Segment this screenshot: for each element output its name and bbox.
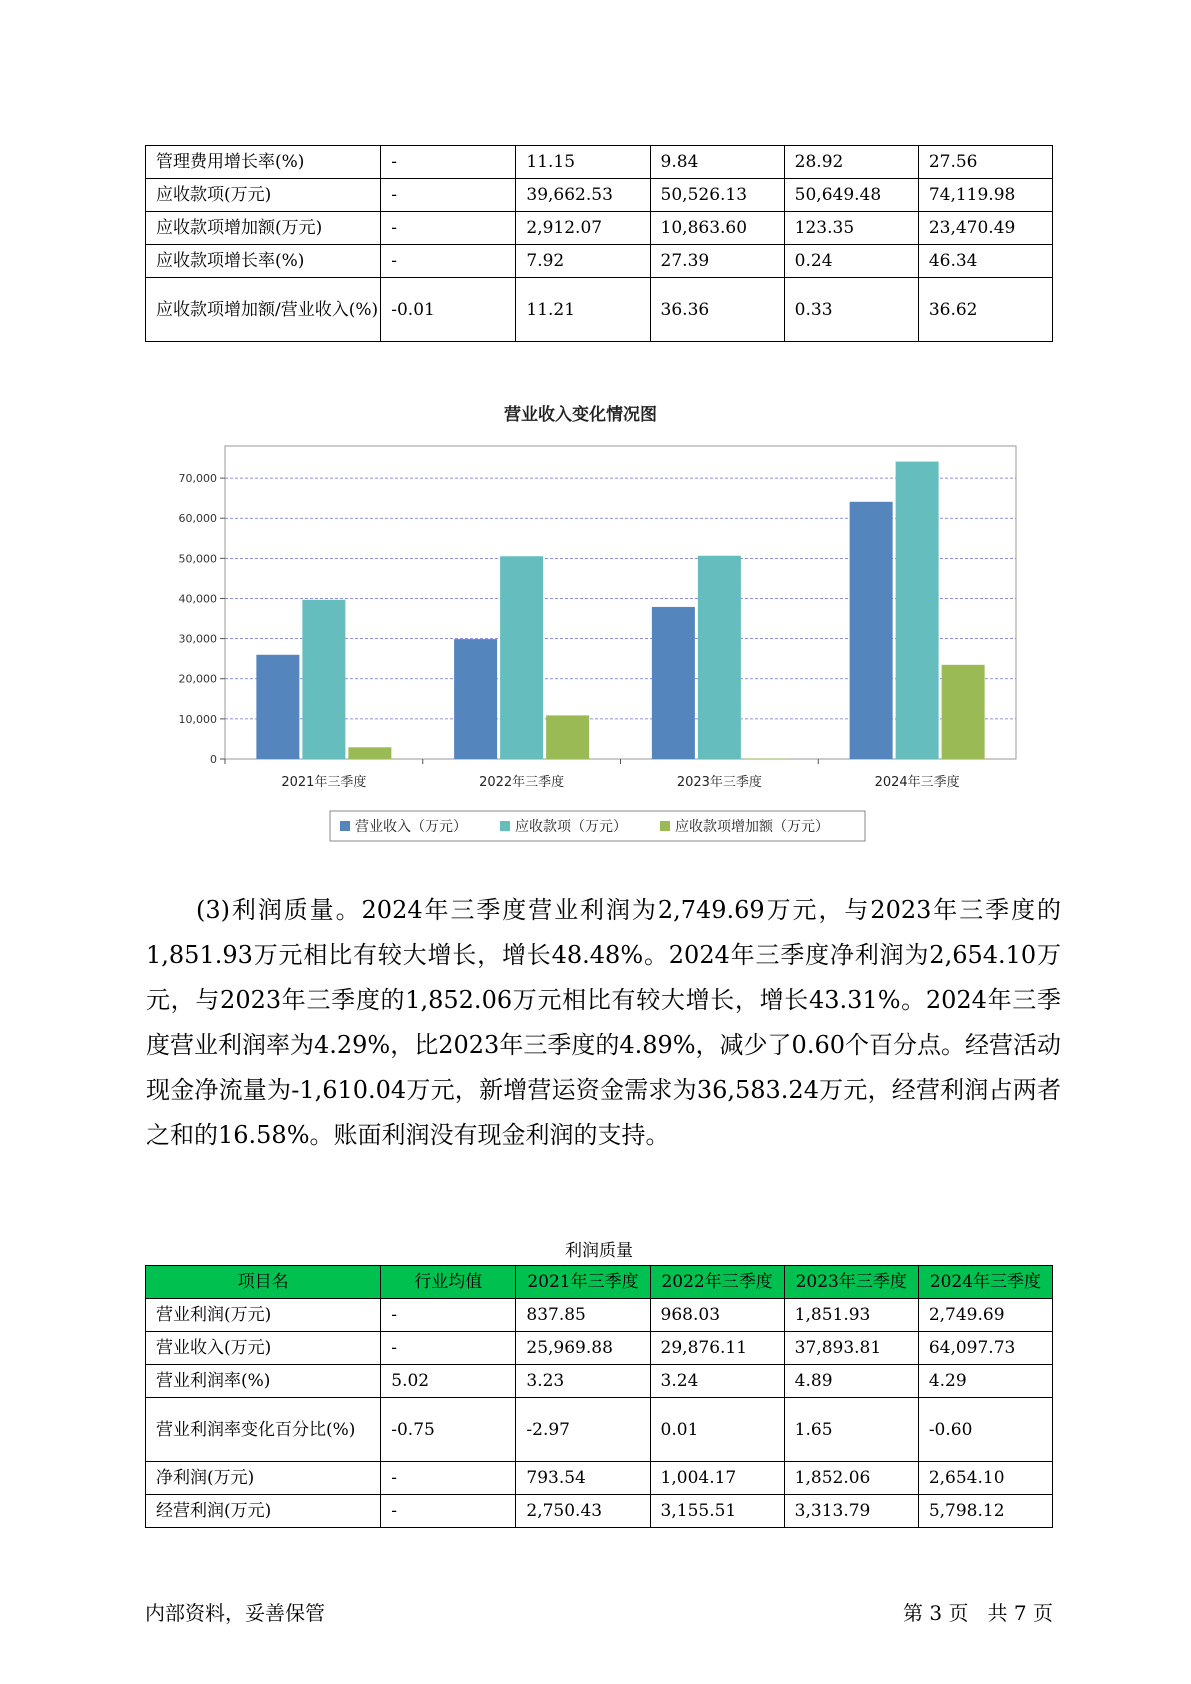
bar: [850, 502, 893, 759]
cell: 27.56: [918, 146, 1052, 179]
table-row: [146, 146, 1053, 179]
y-tick-label: 30,000: [178, 632, 217, 646]
cell: 36.62: [918, 278, 1052, 342]
y-tick-label: 60,000: [178, 512, 217, 526]
cell: 123.35: [784, 212, 918, 245]
table-row: [146, 179, 1053, 212]
expense-receivables-table: [145, 145, 1053, 342]
cell: 837.85: [516, 1299, 650, 1332]
table-row: [146, 1462, 1053, 1495]
profit-quality-table: [145, 1265, 1053, 1528]
table-row: [146, 1495, 1053, 1528]
column-header: 项目名: [146, 1266, 381, 1299]
cell: 7.92: [516, 245, 650, 278]
y-tick-label: 0: [210, 753, 217, 766]
cell: 25,969.88: [516, 1332, 650, 1365]
bar: [302, 600, 345, 759]
bar: [652, 607, 695, 759]
cell: 2,749.69: [918, 1299, 1052, 1332]
table-row: [146, 1365, 1053, 1398]
y-tick-label: 40,000: [178, 592, 217, 606]
column-header: 2021年三季度: [516, 1266, 650, 1299]
cell: 793.54: [516, 1462, 650, 1495]
legend-swatch: [340, 821, 350, 831]
cell: 5,798.12: [918, 1495, 1052, 1528]
table-row: [146, 278, 1053, 342]
profit-quality-paragraph: (3)利润质量。2024年三季度营业利润为2,749.69万元，与2023年三季度的1,851.93万元相比有较大增长，增长48.48%。2024年三季度净利润为2,654.10万元，与2023年三季度的1,852.06万元相比有较大增长，增长43.31%。2024年三季度营业利润率为4.29%，比2023年三季度的4.89%，减少了0.60个百分点。经营活动现金净流量为-1,610.04万元，新增营运资金需求为36,583.24万元，经营利润占两者之和的16.58%。账面利润没有现金利润的支持。: [146, 896, 1061, 1149]
cell: 23,470.49: [918, 212, 1052, 245]
table-row: [146, 1398, 1053, 1462]
column-header: 2022年三季度: [650, 1266, 784, 1299]
legend-label: 应收款项（万元）: [515, 819, 627, 835]
cell: 37,893.81: [784, 1332, 918, 1365]
cell: 9.84: [650, 146, 784, 179]
cell: 968.03: [650, 1299, 784, 1332]
cell: -: [381, 146, 516, 179]
y-tick-label: 70,000: [178, 472, 217, 486]
cell: -: [381, 212, 516, 245]
cell: 2,912.07: [516, 212, 650, 245]
cell: 1.65: [784, 1398, 918, 1462]
cell: 11.15: [516, 146, 650, 179]
cell: 5.02: [381, 1365, 516, 1398]
table-row: [146, 245, 1053, 278]
page-number: 第 3 页 共 7 页: [903, 1601, 1053, 1625]
bar: [348, 747, 391, 759]
row-label: 营业利润(万元): [146, 1299, 381, 1332]
cell: 0.33: [784, 278, 918, 342]
x-tick-label: 2022年三季度: [479, 775, 565, 790]
row-label: 管理费用增长率(%): [146, 146, 381, 179]
row-label: 净利润(万元): [146, 1462, 381, 1495]
legend-swatch: [660, 821, 670, 831]
row-label: 应收款项(万元): [146, 179, 381, 212]
cell: 1,852.06: [784, 1462, 918, 1495]
y-tick-label: 10,000: [178, 712, 217, 726]
row-label: 应收款项增加额(万元): [146, 212, 381, 245]
cell: -0.60: [918, 1398, 1052, 1462]
cell: 27.39: [650, 245, 784, 278]
row-label: 营业利润率(%): [146, 1365, 381, 1398]
cell: -0.75: [381, 1398, 516, 1462]
bar: [256, 655, 299, 759]
cell: 4.89: [784, 1365, 918, 1398]
cell: 3.23: [516, 1365, 650, 1398]
cell: 3,313.79: [784, 1495, 918, 1528]
bar: [546, 715, 589, 759]
cell: -2.97: [516, 1398, 650, 1462]
table-title: 利润质量: [565, 1241, 633, 1261]
cell: 46.34: [918, 245, 1052, 278]
row-label: 应收款项增长率(%): [146, 245, 381, 278]
cell: 2,750.43: [516, 1495, 650, 1528]
cell: 74,119.98: [918, 179, 1052, 212]
bar: [698, 556, 741, 759]
bar: [454, 639, 497, 759]
cell: -: [381, 1495, 516, 1528]
footer-confidential-note: 内部资料，妥善保管: [145, 1601, 325, 1625]
cell: 50,526.13: [650, 179, 784, 212]
row-label: 营业收入(万元): [146, 1332, 381, 1365]
legend-label: 营业收入（万元）: [355, 819, 467, 835]
legend-swatch: [500, 821, 510, 831]
cell: 1,851.93: [784, 1299, 918, 1332]
x-tick-label: 2024年三季度: [874, 775, 960, 790]
table-header-row: [146, 1266, 1053, 1299]
bar: [896, 462, 939, 759]
cell: -: [381, 179, 516, 212]
table-row: [146, 1299, 1053, 1332]
x-tick-label: 2023年三季度: [676, 775, 762, 790]
y-tick-label: 50,000: [178, 552, 217, 566]
row-label: 应收款项增加额/营业收入(%): [146, 278, 381, 342]
cell: 3,155.51: [650, 1495, 784, 1528]
cell: -: [381, 1462, 516, 1495]
row-label: 经营利润(万元): [146, 1495, 381, 1528]
cell: 10,863.60: [650, 212, 784, 245]
cell: -: [381, 1299, 516, 1332]
column-header: 2024年三季度: [918, 1266, 1052, 1299]
bar: [500, 556, 543, 759]
cell: -: [381, 1332, 516, 1365]
column-header: 行业均值: [381, 1266, 516, 1299]
column-header: 2023年三季度: [784, 1266, 918, 1299]
bar: [942, 665, 985, 759]
cell: 39,662.53: [516, 179, 650, 212]
row-label: 营业利润率变化百分比(%): [146, 1398, 381, 1462]
legend-label: 应收款项增加额（万元）: [675, 819, 829, 835]
cell: 1,004.17: [650, 1462, 784, 1495]
y-tick-label: 20,000: [178, 672, 217, 686]
cell: 2,654.10: [918, 1462, 1052, 1495]
cell: 36.36: [650, 278, 784, 342]
revenue-bar-chart: [145, 396, 1053, 851]
cell: 4.29: [918, 1365, 1052, 1398]
cell: -0.01: [381, 278, 516, 342]
cell: -: [381, 245, 516, 278]
cell: 50,649.48: [784, 179, 918, 212]
cell: 29,876.11: [650, 1332, 784, 1365]
cell: 3.24: [650, 1365, 784, 1398]
cell: 0.01: [650, 1398, 784, 1462]
cell: 28.92: [784, 146, 918, 179]
cell: 0.24: [784, 245, 918, 278]
table-row: [146, 212, 1053, 245]
cell: 64,097.73: [918, 1332, 1052, 1365]
table-row: [146, 1332, 1053, 1365]
cell: 11.21: [516, 278, 650, 342]
x-tick-label: 2021年三季度: [281, 775, 367, 790]
chart-title: 营业收入变化情况图: [504, 405, 657, 425]
